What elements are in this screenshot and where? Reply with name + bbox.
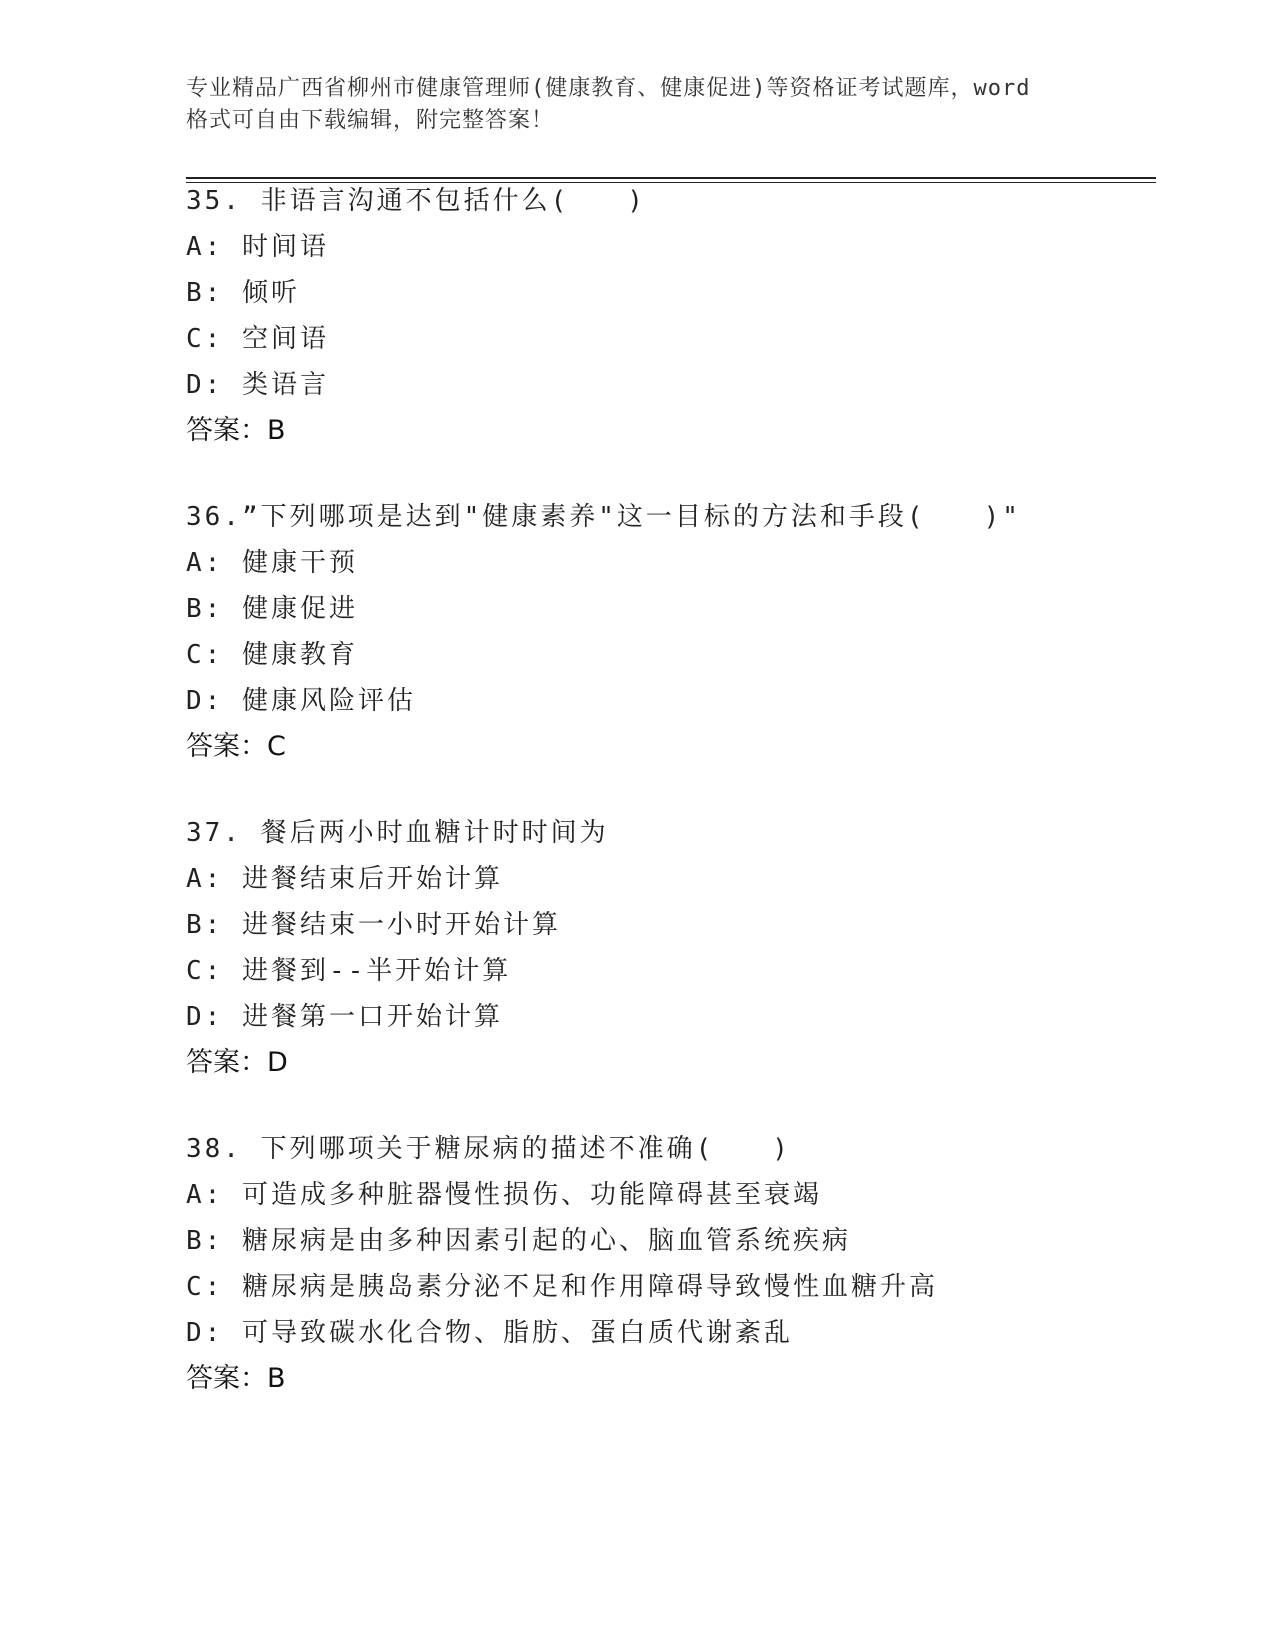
- header-line-2: 格式可自由下载编辑，附完整答案！: [186, 108, 555, 133]
- answer-label: 答案：D: [186, 1047, 288, 1078]
- option-d: D: 类语言: [186, 370, 329, 400]
- answer-label: 答案：C: [186, 731, 286, 762]
- option-d: D: 健康风险评估: [186, 686, 416, 716]
- question-stem: 38. 下列哪项关于糖尿病的描述不准确( ): [186, 1134, 791, 1164]
- option-c: C: 健康教育: [186, 640, 358, 670]
- option-b: B: 倾听: [186, 278, 300, 308]
- option-b: B: 健康促进: [186, 594, 358, 624]
- document-header: [186, 73, 1086, 137]
- answer-label: 答案：B: [186, 415, 286, 446]
- option-a: A: 时间语: [186, 232, 329, 262]
- answer-label: 答案：B: [186, 1363, 286, 1394]
- option-c: C: 糖尿病是胰岛素分泌不足和作用障碍导致慢性血糖升高: [186, 1272, 938, 1302]
- question-stem: 36.”下列哪项是达到"健康素养"这一目标的方法和手段( )": [186, 502, 1021, 532]
- question-stem: 37. 餐后两小时血糖计时时间为: [186, 818, 609, 848]
- option-b: B: 糖尿病是由多种因素引起的心、脑血管系统疾病: [186, 1226, 851, 1256]
- option-c: C: 进餐到--半开始计算: [186, 956, 512, 986]
- question-38: [186, 1126, 1156, 1402]
- option-d: D: 进餐第一口开始计算: [186, 1002, 503, 1032]
- question-stem: 35. 非语言沟通不包括什么( ): [186, 186, 646, 216]
- option-b: B: 进餐结束一小时开始计算: [186, 910, 561, 940]
- option-a: A: 健康干预: [186, 548, 358, 578]
- question-35: [186, 178, 1156, 454]
- option-a: A: 可造成多种脏器慢性损伤、功能障碍甚至衰竭: [186, 1180, 822, 1210]
- question-36: [186, 494, 1156, 770]
- option-c: C: 空间语: [186, 324, 329, 354]
- option-a: A: 进餐结束后开始计算: [186, 864, 503, 894]
- header-line-1: 专业精品广西省柳州市健康管理师(健康教育、健康促进)等资格证考试题库，word: [186, 76, 1031, 101]
- question-37: [186, 810, 1156, 1086]
- option-d: D: 可导致碳水化合物、脂肪、蛋白质代谢紊乱: [186, 1318, 793, 1348]
